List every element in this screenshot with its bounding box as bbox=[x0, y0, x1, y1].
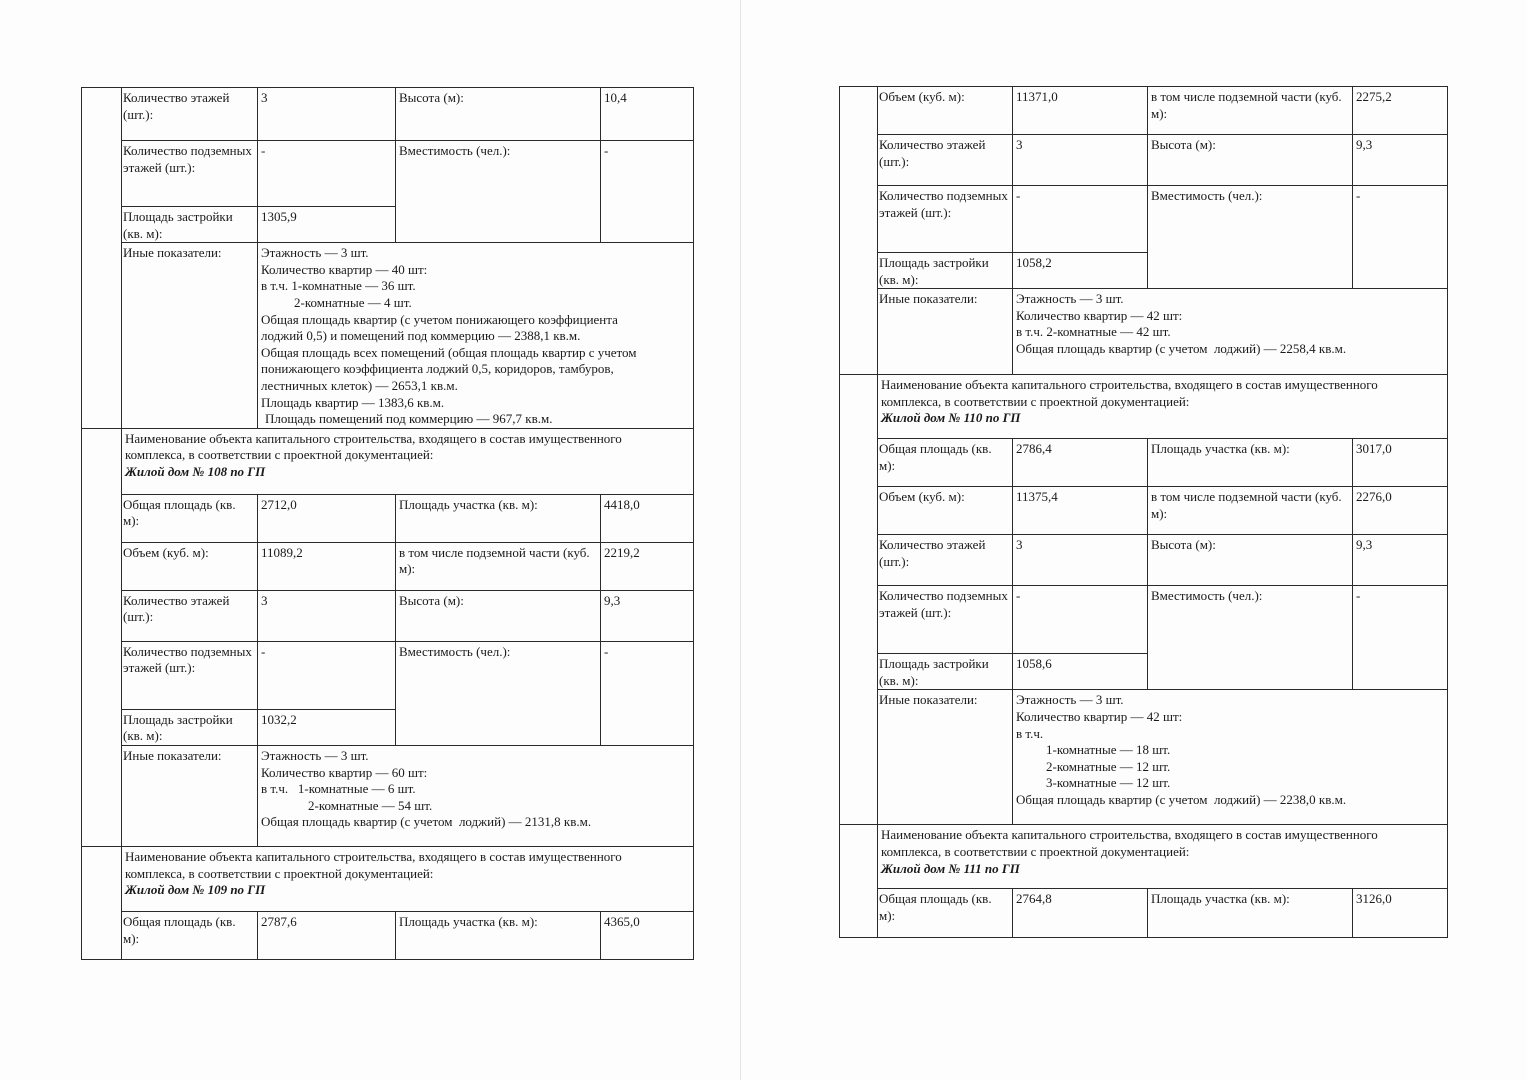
indicator-line: Общая площадь всех помещений (общая площадь квартир с учетом bbox=[261, 344, 637, 360]
plot-area-label: Площадь участка (кв. м): bbox=[396, 911, 601, 959]
plot-area-label: Площадь участка (кв. м): bbox=[1148, 889, 1353, 938]
table-row bbox=[840, 586, 1448, 654]
plot-area-value: 4365,0 bbox=[601, 911, 694, 959]
floors-label: Количество этажей (шт.): bbox=[878, 135, 1013, 186]
indicator-line: лоджий 0,5) и помещений под коммерцию — 2388,1 кв.м. bbox=[261, 328, 581, 344]
indicator-line: Этажность — 3 шт. bbox=[261, 245, 369, 261]
volume-value: 11371,0 bbox=[1013, 87, 1148, 135]
indicator-line: Общая площадь квартир (с учетом лоджий) — 2258,4 кв.м. bbox=[1016, 340, 1347, 356]
heading-line: Наименование объекта капитального строительства, входящего в состав имущественного bbox=[125, 430, 622, 446]
underground-volume-value: 2219,2 bbox=[601, 542, 694, 590]
built-area-label: Площадь застройки (кв. м): bbox=[878, 253, 1013, 289]
height-value: 9,3 bbox=[1353, 535, 1448, 586]
height-value: 10,4 bbox=[601, 88, 694, 141]
object-heading-108 bbox=[122, 428, 694, 494]
capacity-label: Вместимость (чел.): bbox=[1148, 186, 1353, 289]
table-row bbox=[840, 135, 1448, 186]
floors-value: 3 bbox=[258, 590, 396, 641]
underground-volume-value: 2275,2 bbox=[1353, 87, 1448, 135]
object-name: Жилой дом № 110 по ГП bbox=[881, 410, 1021, 426]
capacity-value: - bbox=[1353, 186, 1448, 289]
capacity-label: Вместимость (чел.): bbox=[396, 641, 601, 745]
page-right bbox=[760, 0, 1527, 1080]
object-heading-111 bbox=[878, 825, 1448, 889]
table-row bbox=[82, 243, 694, 429]
table-row bbox=[82, 542, 694, 590]
underground-floors-value: - bbox=[1013, 586, 1148, 654]
table-row bbox=[840, 690, 1448, 825]
total-area-value: 2787,6 bbox=[258, 911, 396, 959]
other-indicators-label: Иные показатели: bbox=[122, 243, 258, 429]
page-left bbox=[0, 0, 760, 1080]
indicator-line: лестничных клеток) — 2653,1 кв.м. bbox=[261, 377, 458, 393]
heading-line: комплекса, в соответствии с проектной документацией: bbox=[881, 393, 1190, 409]
indicator-line: Количество квартир — 60 шт: bbox=[261, 764, 428, 780]
volume-value: 11089,2 bbox=[258, 542, 396, 590]
table-row bbox=[840, 289, 1448, 375]
other-indicators bbox=[258, 745, 694, 846]
capacity-label: Вместимость (чел.): bbox=[396, 141, 601, 243]
table-row bbox=[840, 535, 1448, 586]
underground-floors-value: - bbox=[258, 641, 396, 709]
total-area-label: Общая площадь (кв. м): bbox=[878, 439, 1013, 487]
heading-line: комплекса, в соответствии с проектной документацией: bbox=[125, 865, 434, 881]
volume-label: Объем (куб. м): bbox=[878, 487, 1013, 535]
indicator-line: Этажность — 3 шт. bbox=[1016, 291, 1124, 307]
left-table bbox=[81, 87, 694, 960]
plot-area-label: Площадь участка (кв. м): bbox=[1148, 439, 1353, 487]
capacity-value: - bbox=[601, 641, 694, 745]
height-label: Высота (м): bbox=[396, 590, 601, 641]
indicator-line: Площадь квартир — 1383,6 кв.м. bbox=[261, 394, 445, 410]
table-row bbox=[840, 825, 1448, 889]
table-row bbox=[840, 87, 1448, 135]
other-indicators bbox=[1013, 690, 1448, 825]
height-value: 9,3 bbox=[601, 590, 694, 641]
built-area-value: 1032,2 bbox=[258, 709, 396, 745]
plot-area-label: Площадь участка (кв. м): bbox=[396, 494, 601, 542]
height-label: Высота (м): bbox=[1148, 135, 1353, 186]
total-area-value: 2786,4 bbox=[1013, 439, 1148, 487]
underground-floors-label: Количество подземных этажей (шт.): bbox=[122, 641, 258, 709]
capacity-value: - bbox=[1353, 586, 1448, 690]
other-indicators-label: Иные показатели: bbox=[878, 289, 1013, 375]
heading-line: Наименование объекта капитального строительства, входящего в состав имущественного bbox=[125, 848, 622, 864]
volume-value: 11375,4 bbox=[1013, 487, 1148, 535]
indicator-line: Этажность — 3 шт. bbox=[1016, 692, 1124, 708]
total-area-value: 2764,8 bbox=[1013, 889, 1148, 938]
indicator-line: в т.ч. bbox=[1016, 725, 1044, 741]
underground-volume-value: 2276,0 bbox=[1353, 487, 1448, 535]
underground-volume-label: в том числе подземной части (куб. м): bbox=[1148, 87, 1353, 135]
heading-line: Наименование объекта капитального строительства, входящего в состав имущественного bbox=[881, 827, 1378, 843]
indicator-line: 3-комнатные — 12 шт. bbox=[1046, 775, 1171, 791]
floors-value: 3 bbox=[1013, 135, 1148, 186]
table-row bbox=[82, 745, 694, 846]
underground-floors-label: Количество подземных этажей (шт.): bbox=[878, 586, 1013, 654]
floors-label: Количество этажей (шт.): bbox=[122, 590, 258, 641]
indicator-line: Общая площадь квартир (с учетом лоджий) — 2131,8 кв.м. bbox=[261, 814, 592, 830]
capacity-value: - bbox=[601, 141, 694, 243]
indicator-line: в т.ч. 2-комнатные — 42 шт. bbox=[1016, 324, 1171, 340]
underground-volume-label: в том числе подземной части (куб. м): bbox=[1148, 487, 1353, 535]
plot-area-value: 4418,0 bbox=[601, 494, 694, 542]
indicator-line: 2-комнатные — 12 шт. bbox=[1046, 758, 1171, 774]
indicator-line: в т.ч. 1-комнатные — 36 шт. bbox=[261, 278, 416, 294]
table-row bbox=[840, 487, 1448, 535]
indicator-line: Количество квартир — 42 шт: bbox=[1016, 708, 1183, 724]
total-area-label: Общая площадь (кв. м): bbox=[878, 889, 1013, 938]
indicator-line: понижающего коэффициента лоджий 0,5, коридоров, тамбуров, bbox=[261, 361, 614, 377]
underground-volume-label: в том числе подземной части (куб. м): bbox=[396, 542, 601, 590]
underground-floors-label: Количество подземных этажей (шт.): bbox=[122, 141, 258, 207]
table-row bbox=[82, 641, 694, 709]
total-area-value: 2712,0 bbox=[258, 494, 396, 542]
total-area-label: Общая площадь (кв. м): bbox=[122, 494, 258, 542]
built-area-value: 1058,2 bbox=[1013, 253, 1148, 289]
height-label: Высота (м): bbox=[1148, 535, 1353, 586]
table-row bbox=[82, 88, 694, 141]
floors-label: Количество этажей (шт.): bbox=[878, 535, 1013, 586]
table-row bbox=[82, 141, 694, 207]
built-area-value: 1305,9 bbox=[258, 207, 396, 243]
indicator-line: Общая площадь квартир (с учетом понижающего коэффициента bbox=[261, 311, 618, 327]
underground-floors-value: - bbox=[258, 141, 396, 207]
other-indicators-label: Иные показатели: bbox=[878, 690, 1013, 825]
table-row bbox=[840, 375, 1448, 439]
built-area-label: Площадь застройки (кв. м): bbox=[122, 709, 258, 745]
indicator-line: 1-комнатные — 18 шт. bbox=[1046, 742, 1171, 758]
underground-floors-value: - bbox=[1013, 186, 1148, 253]
table-row bbox=[840, 439, 1448, 487]
underground-floors-label: Количество подземных этажей (шт.): bbox=[878, 186, 1013, 253]
floors-value: 3 bbox=[1013, 535, 1148, 586]
built-area-label: Площадь застройки (кв. м): bbox=[878, 654, 1013, 690]
object-name: Жилой дом № 108 по ГП bbox=[125, 463, 266, 479]
table-row bbox=[840, 186, 1448, 253]
right-table bbox=[839, 86, 1448, 938]
object-name: Жилой дом № 111 по ГП bbox=[881, 860, 1020, 876]
table-row bbox=[82, 428, 694, 494]
table-row bbox=[82, 846, 694, 911]
volume-label: Объем (куб. м): bbox=[878, 87, 1013, 135]
table-row bbox=[82, 911, 694, 959]
floors-label: Количество этажей (шт.): bbox=[122, 88, 258, 141]
total-area-label: Общая площадь (кв. м): bbox=[122, 911, 258, 959]
capacity-label: Вместимость (чел.): bbox=[1148, 586, 1353, 690]
indicator-line: 2-комнатные — 54 шт. bbox=[308, 797, 433, 813]
built-area-label: Площадь застройки (кв. м): bbox=[122, 207, 258, 243]
other-indicators bbox=[1013, 289, 1448, 375]
other-indicators bbox=[258, 243, 694, 429]
object-heading-110 bbox=[878, 375, 1448, 439]
indicator-line: Количество квартир — 42 шт: bbox=[1016, 307, 1183, 323]
heading-line: комплекса, в соответствии с проектной документацией: bbox=[881, 843, 1190, 859]
object-name: Жилой дом № 109 по ГП bbox=[125, 882, 266, 898]
indicator-line: Этажность — 3 шт. bbox=[261, 747, 369, 763]
floors-value: 3 bbox=[258, 88, 396, 141]
heading-line: комплекса, в соответствии с проектной документацией: bbox=[125, 447, 434, 463]
height-value: 9,3 bbox=[1353, 135, 1448, 186]
volume-label: Объем (куб. м): bbox=[122, 542, 258, 590]
heading-line: Наименование объекта капитального строительства, входящего в состав имущественного bbox=[881, 377, 1378, 393]
table-row bbox=[82, 590, 694, 641]
plot-area-value: 3126,0 bbox=[1353, 889, 1448, 938]
other-indicators-label: Иные показатели: bbox=[122, 745, 258, 846]
table-row bbox=[840, 889, 1448, 938]
plot-area-value: 3017,0 bbox=[1353, 439, 1448, 487]
height-label: Высота (м): bbox=[396, 88, 601, 141]
indicator-line: 2-комнатные — 4 шт. bbox=[294, 294, 412, 310]
indicator-line: Количество квартир — 40 шт: bbox=[261, 261, 428, 277]
built-area-value: 1058,6 bbox=[1013, 654, 1148, 690]
indicator-line: Общая площадь квартир (с учетом лоджий) — 2238,0 кв.м. bbox=[1016, 791, 1347, 807]
table-row bbox=[82, 494, 694, 542]
object-heading-109 bbox=[122, 846, 694, 911]
indicator-line: в т.ч. 1-комнатные — 6 шт. bbox=[261, 781, 416, 797]
indicator-line: Площадь помещений под коммерцию — 967,7 кв.м. bbox=[265, 411, 553, 427]
